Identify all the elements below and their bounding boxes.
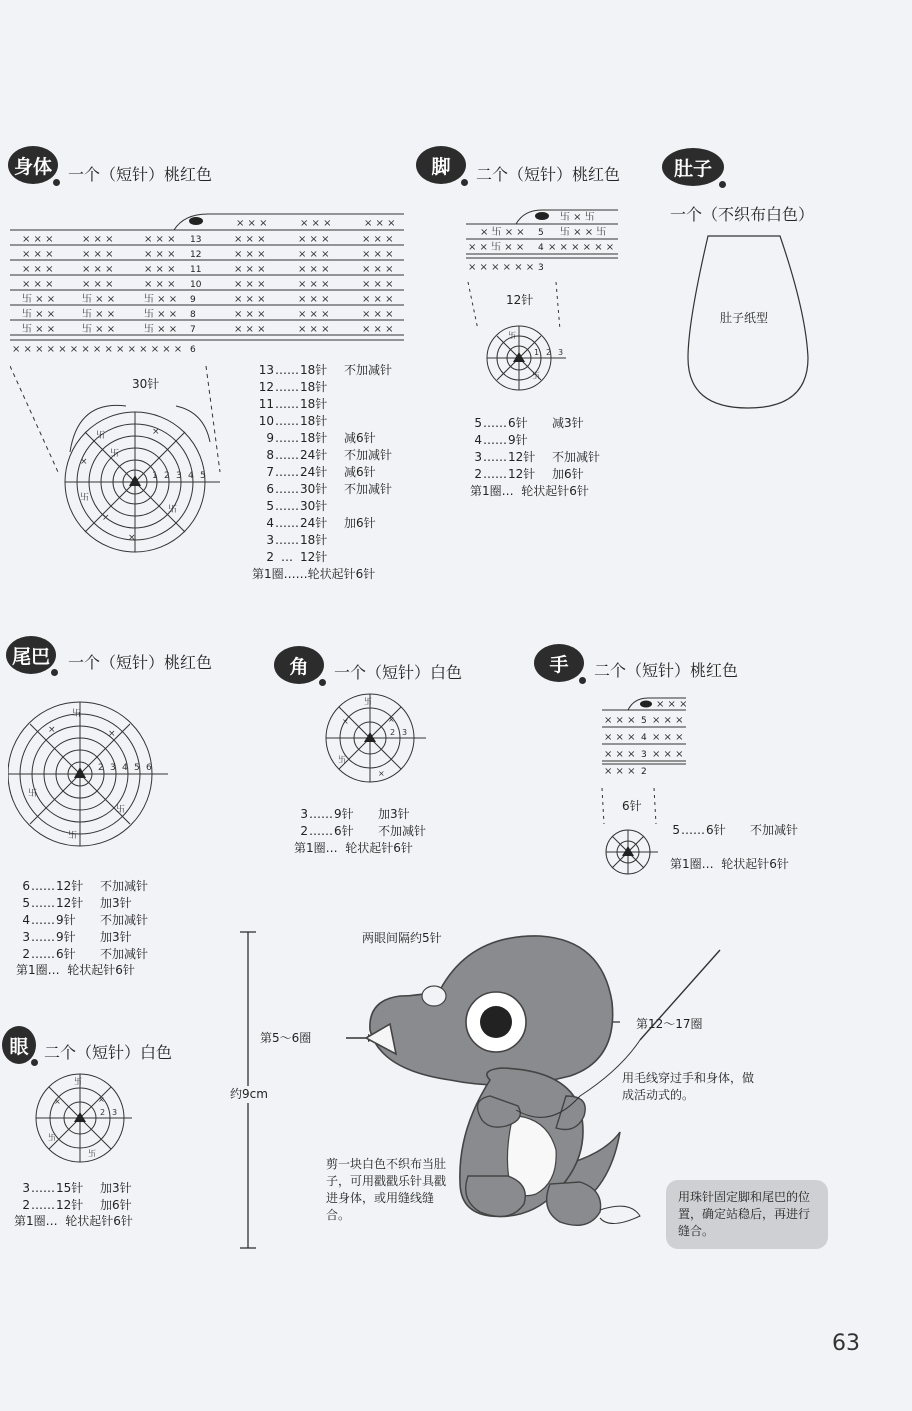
svg-text:2: 2 [390,728,396,737]
body-legend-row [244,413,392,430]
svg-text:3: 3 [558,348,564,357]
eye-legend-row [0,1180,132,1197]
svg-text:4: 4 [122,763,128,773]
body-legend-sep: …… [275,363,299,377]
tail-legend-count: 9针 [56,930,76,944]
svg-text:×: × [102,513,110,523]
tail-legend [0,878,148,963]
svg-text:× × ×: × × × [652,732,684,743]
eye-legend-row: 3 [22,1181,30,1195]
svg-text:卐: 卐 [48,1133,56,1142]
eye-legend-count: 15针 [56,1181,84,1195]
body-legend-row [244,379,392,396]
svg-text:卐: 卐 [364,697,372,706]
stitch-mark: × × × [22,234,54,245]
body-row-label: 13 [190,235,202,245]
stitch-mark: 卐 × × [144,309,178,320]
body-legend-row [244,515,392,532]
tail-legend-row: 4 [22,913,30,927]
tail-legend-row [0,929,148,946]
svg-text:5: 5 [200,471,206,481]
horn-first-row: 第1圈… 轮状起针6针 [294,841,413,855]
eye-legend-count: 12针 [56,1198,84,1212]
body-legend-sep: …… [275,380,299,394]
svg-text:卐 × × 卐: 卐 × × 卐 [560,227,607,238]
belly-title: 一个（不织布白色） [670,205,815,224]
body-legend-row [244,447,392,464]
svg-text:卐: 卐 [68,831,78,841]
horn-round-chart [318,690,430,790]
tail-legend-row: 5 [22,896,30,910]
stitch-mark: 卐 × × [22,324,56,335]
svg-text:5: 5 [134,763,140,773]
foot-legend-row: 4 [474,433,482,447]
tail-legend-sep: …… [31,947,55,961]
body-row-label: 10 [190,280,202,290]
stitch-mark: × × × [144,249,176,260]
body-legend-row: 2 [266,550,274,564]
hand-title: 二个（短针）桃红色 [594,661,739,680]
belly-pattern [684,232,814,414]
svg-text:卐: 卐 [110,449,120,459]
stitch-mark: × × × [298,264,330,275]
svg-text:× × ×: × × × [652,715,684,726]
stitch-mark: × × × [298,234,330,245]
stitch-mark: 卐 × × [82,309,116,320]
svg-text:×: × [152,427,160,437]
svg-text:× × ×: × × × [604,749,636,760]
horn-legend-row [278,823,426,840]
stitch-mark: × × × [22,249,54,260]
tail-legend-count: 6针 [56,947,76,961]
svg-text:卐: 卐 [116,805,126,815]
horn-legend-row [278,806,426,823]
foot-legend-sep: …… [483,467,507,481]
body-legend [244,362,392,566]
body-legend-row: 12 [258,380,274,394]
body-legend-count: 12针 [300,550,328,564]
svg-text:卐: 卐 [80,493,90,503]
foot-legend-note: 加6针 [552,467,584,481]
svg-text:4: 4 [188,471,194,481]
svg-text:× × ×: × × × [604,715,636,726]
hand-legend-count: 6针 [706,823,726,837]
body-legend-count: 24针 [300,448,328,462]
tail-legend-sep: …… [31,913,55,927]
stitch-mark: × × × [144,264,176,275]
body-legend-note: 不加减针 [344,448,393,462]
stitch-mark: 卐 × × [82,294,116,305]
foot-row-chart [464,200,624,280]
stitch-mark: × × × [22,264,54,275]
horn-legend-note: 加3针 [378,807,410,821]
svg-text:×: × [500,369,507,378]
svg-text:3: 3 [110,763,116,773]
body-legend-sep: …… [275,414,299,428]
eye-legend-sep: …… [31,1198,55,1212]
svg-text:× × ×: × × × [364,218,396,229]
svg-text:×: × [80,457,88,467]
hand-row-label: 3 [641,750,647,760]
body-legend-note: 不加减针 [344,363,393,377]
foot-title: 二个（短针）桃红色 [476,165,621,184]
eye-title: 二个（短针）白色 [44,1043,173,1062]
body-legend-row [244,396,392,413]
horn-title: 一个（短针）白色 [334,663,463,682]
tail-badge: 尾巴 [6,636,56,674]
svg-text:6: 6 [146,763,152,773]
foot-legend-sep: …… [483,433,507,447]
stitch-mark: × × × [362,309,394,320]
svg-text:× 卐 × ×: × 卐 × × [480,227,525,238]
svg-text:3: 3 [176,471,182,481]
svg-text:卐: 卐 [338,755,346,764]
hand-legend-row: 5 [672,823,680,837]
tail-first-row: 第1圈… 轮状起针6针 [16,963,135,977]
stitch-mark: 卐 × × [82,324,116,335]
horn-legend-sep: …… [309,807,333,821]
svg-text:2: 2 [100,1108,106,1117]
tail-legend-count: 12针 [56,896,84,910]
hand-row-label: 2 [641,767,647,777]
svg-text:×: × [54,1097,61,1106]
belly-pattern-label: 肚子纸型 [720,311,769,325]
page-number: 63 [832,1331,860,1356]
belly-note: 剪一块白色不织布当肚子，可用戳戳乐针具戳进身体，或用缝线缝合。 [326,1157,447,1222]
rows-12-17-note: 第12～17圈 [636,1017,703,1031]
eye-spacing-note: 两眼间隔约5针 [362,931,442,945]
body-legend-row: 5 [266,499,274,513]
hand-row-label: 5 [641,716,647,726]
hand-badge: 手 [534,644,584,682]
svg-text:1: 1 [152,471,158,481]
horn-legend-row: 2 [300,824,308,838]
body-legend-row: 13 [258,363,274,377]
eye-badge: 眼 [2,1026,36,1064]
body-badge: 身体 [8,146,58,184]
stitch-mark: × × × [234,279,266,290]
body-row-label: 12 [190,250,202,260]
body-legend-row [244,498,392,515]
stitch-mark: × × × [234,309,266,320]
foot-legend-note: 减3针 [552,416,584,430]
foot-legend-count: 6针 [508,416,528,430]
hand-legend-sep: …… [681,823,705,837]
svg-text:卐: 卐 [74,1077,82,1086]
foot-chart-label: 12针 [506,293,534,307]
svg-text:×: × [48,725,56,735]
thread-note: 用毛线穿过手和身体，做成活动式的。 [622,1071,755,1102]
body-legend-row [244,549,392,566]
svg-text:2: 2 [164,471,170,481]
stitch-mark: × × × [362,279,394,290]
svg-text:×: × [128,533,136,543]
foot-badge: 脚 [416,146,466,184]
svg-text:卐: 卐 [28,789,38,799]
body-row-chart [8,208,408,358]
horn-legend-sep: …… [309,824,333,838]
body-row-label: 6 [190,345,196,355]
foot-legend-count: 9针 [508,433,528,447]
tail-title: 一个（短针）桃红色 [68,653,213,672]
stitch-mark: × × × [82,264,114,275]
foot-legend-note: 不加减针 [552,450,601,464]
eye-legend-note: 加6针 [100,1198,132,1212]
body-legend-sep: …… [275,482,299,496]
belly-badge: 肚子 [662,148,724,186]
body-legend-row [244,532,392,549]
body-round-chart [10,360,240,570]
svg-text:卐 × 卐: 卐 × 卐 [560,212,595,223]
stitch-mark: × × × [234,234,266,245]
tail-legend-note: 加3针 [100,930,132,944]
tail-legend-row: 3 [22,930,30,944]
body-legend-count: 24针 [300,516,328,530]
stitch-mark: × × × [144,279,176,290]
body-legend-row [244,464,392,481]
svg-text:× × ×: × × × [652,749,684,760]
stitch-mark: × × × [22,279,54,290]
body-legend-row: 6 [266,482,274,496]
stitch-mark: × × × [82,279,114,290]
svg-text:卐: 卐 [72,709,82,719]
pin-note-callout: 用珠针固定脚和尾巴的位置，确定站稳后，再进行缝合。 [666,1180,828,1249]
stitch-mark: 卐 × × [144,294,178,305]
body-row-label: 8 [190,310,196,320]
stitch-mark: × × × [144,234,176,245]
body-legend-note: 减6针 [344,465,376,479]
tail-legend-sep: …… [31,879,55,893]
svg-text:× × ×: × × × [656,699,688,710]
foot-legend-row: 3 [474,450,482,464]
body-legend-sep: …… [275,431,299,445]
body-legend-row: 7 [266,465,274,479]
stitch-mark: × × × [234,324,266,335]
hand-legend [650,822,798,839]
body-legend-sep: …… [275,499,299,513]
horn-legend-row: 3 [300,807,308,821]
body-legend-sep: … [281,550,293,564]
svg-text:×: × [108,729,116,739]
stitch-mark: × × × [298,279,330,290]
svg-text:× × × × × ×: × × × × × × [468,262,535,273]
foot-legend-sep: …… [483,450,507,464]
body-legend-count: 18针 [300,397,328,411]
body-legend-count: 18针 [300,363,328,377]
svg-text:× × × × × ×: × × × × × × [548,242,615,253]
svg-text:1: 1 [534,348,540,357]
tail-legend-row: 2 [22,947,30,961]
svg-text:× × ×: × × × [236,218,268,229]
tail-legend-row [0,878,148,895]
svg-text:卐: 卐 [508,331,516,340]
tail-legend-sep: …… [31,930,55,944]
body-legend-row [244,362,392,379]
height-label: 约9cm [230,1087,268,1101]
svg-text:卐: 卐 [96,431,106,441]
body-legend-row: 11 [258,397,274,411]
horn-badge: 角 [274,646,324,684]
stitch-mark: × × × [82,234,114,245]
stitch-mark: 卐 × × [22,294,56,305]
body-first-row: 第1圈……轮状起针6针 [252,567,376,581]
svg-text:3: 3 [112,1108,118,1117]
body-legend-count: 18针 [300,380,328,394]
body-legend-count: 30针 [300,482,328,496]
horn-legend-count: 6针 [334,824,354,838]
foot-row-label: 5 [538,228,544,238]
tail-legend-row [0,895,148,912]
stitch-mark: × × × [362,264,394,275]
eye-legend-row: 2 [22,1198,30,1212]
stitch-mark: × × × [82,249,114,260]
foot-round-chart [464,280,584,400]
stitch-mark: × × × [234,294,266,305]
foot-first-row: 第1圈… 轮状起针6针 [470,484,589,498]
body-legend-row [244,430,392,447]
hand-first-row: 第1圈… 轮状起针6针 [670,857,789,871]
foot-legend-row: 5 [474,416,482,430]
horn-legend [278,806,426,840]
hand-legend-note: 不加减针 [750,823,799,837]
stitch-mark: × × × [298,324,330,335]
stitch-mark: × × × [298,294,330,305]
stitch-mark: × × × × × × × × × × × × × × × [12,344,183,355]
body-title: 一个（短针）桃红色 [68,165,213,184]
body-legend-count: 18针 [300,414,328,428]
svg-text:2: 2 [98,763,104,773]
foot-legend [452,415,600,483]
tail-legend-note: 不加减针 [100,947,149,961]
tail-legend-note: 不加减针 [100,879,149,893]
body-legend-sep: …… [275,397,299,411]
tail-legend-row: 6 [22,879,30,893]
svg-text:×: × [388,715,395,724]
stitch-mark: × × × [298,249,330,260]
svg-text:3: 3 [402,728,408,737]
svg-text:×: × [378,769,385,778]
svg-text:×: × [98,1095,105,1104]
body-legend-note: 加6针 [344,516,376,530]
stitch-mark: × × × [234,264,266,275]
stitch-mark: × × × [234,249,266,260]
eye-legend [0,1180,132,1214]
stitch-mark: × × × [362,294,394,305]
stitch-mark: 卐 × × [22,309,56,320]
tail-legend-row [0,912,148,929]
foot-legend-row [452,432,600,449]
foot-legend-row [452,466,600,483]
tail-legend-note: 不加减针 [100,913,149,927]
body-legend-count: 18针 [300,533,328,547]
hand-row-chart [600,694,692,782]
tail-legend-row [0,946,148,963]
body-row-label: 11 [190,265,202,275]
foot-legend-row: 2 [474,467,482,481]
stitch-mark: × × × [362,234,394,245]
body-legend-row [244,481,392,498]
stitch-mark: × × × [298,309,330,320]
eye-legend-sep: …… [31,1181,55,1195]
foot-legend-count: 12针 [508,467,536,481]
tail-legend-note: 加3针 [100,896,132,910]
stitch-mark: × × × [362,249,394,260]
body-legend-note: 减6针 [344,431,376,445]
body-legend-count: 30针 [300,499,328,513]
tail-legend-count: 12针 [56,879,84,893]
body-legend-row: 10 [258,414,274,428]
svg-text:× × ×: × × × [604,766,636,777]
tail-legend-sep: …… [31,896,55,910]
svg-text:× × ×: × × × [604,732,636,743]
foot-row-label: 3 [538,263,544,273]
body-legend-row: 8 [266,448,274,462]
eye-legend-note: 加3针 [100,1181,132,1195]
rows-5-6-note: 第5～6圈 [260,1031,312,1045]
eye-legend-row [0,1197,132,1214]
foot-legend-sep: …… [483,416,507,430]
svg-text:× × ×: × × × [300,218,332,229]
tail-legend-count: 9针 [56,913,76,927]
svg-text:2: 2 [546,348,552,357]
body-row-label: 9 [190,295,196,305]
hand-row-label: 4 [641,733,647,743]
svg-text:× × 卐 × ×: × × 卐 × × [468,242,525,253]
body-legend-count: 24针 [300,465,328,479]
horn-legend-count: 9针 [334,807,354,821]
body-row-label: 7 [190,325,196,335]
foot-legend-row [452,449,600,466]
svg-text:卐: 卐 [532,371,540,380]
tail-round-chart [8,688,176,866]
body-legend-row: 3 [266,533,274,547]
eye-first-row: 第1圈… 轮状起针6针 [14,1214,133,1228]
stitch-mark: 卐 × × [144,324,178,335]
foot-row-label: 4 [538,243,544,253]
body-legend-row: 9 [266,431,274,445]
body-legend-sep: …… [275,465,299,479]
body-legend-note: 不加减针 [344,482,393,496]
eye-round-chart [32,1068,136,1172]
body-legend-sep: …… [275,448,299,462]
body-legend-count: 18针 [300,431,328,445]
hand-chart-label: 6针 [622,799,642,813]
body-legend-row: 4 [266,516,274,530]
foot-legend-count: 12针 [508,450,536,464]
foot-legend-row [452,415,600,432]
stitch-mark: × × × [362,324,394,335]
svg-text:×: × [342,717,349,726]
hand-legend-row [650,822,798,839]
svg-text:卐: 卐 [168,505,178,515]
svg-text:卐: 卐 [88,1149,96,1158]
body-legend-sep: …… [275,516,299,530]
horn-legend-note: 不加减针 [378,824,427,838]
body-legend-sep: …… [275,533,299,547]
body-chart-label: 30针 [132,377,160,391]
